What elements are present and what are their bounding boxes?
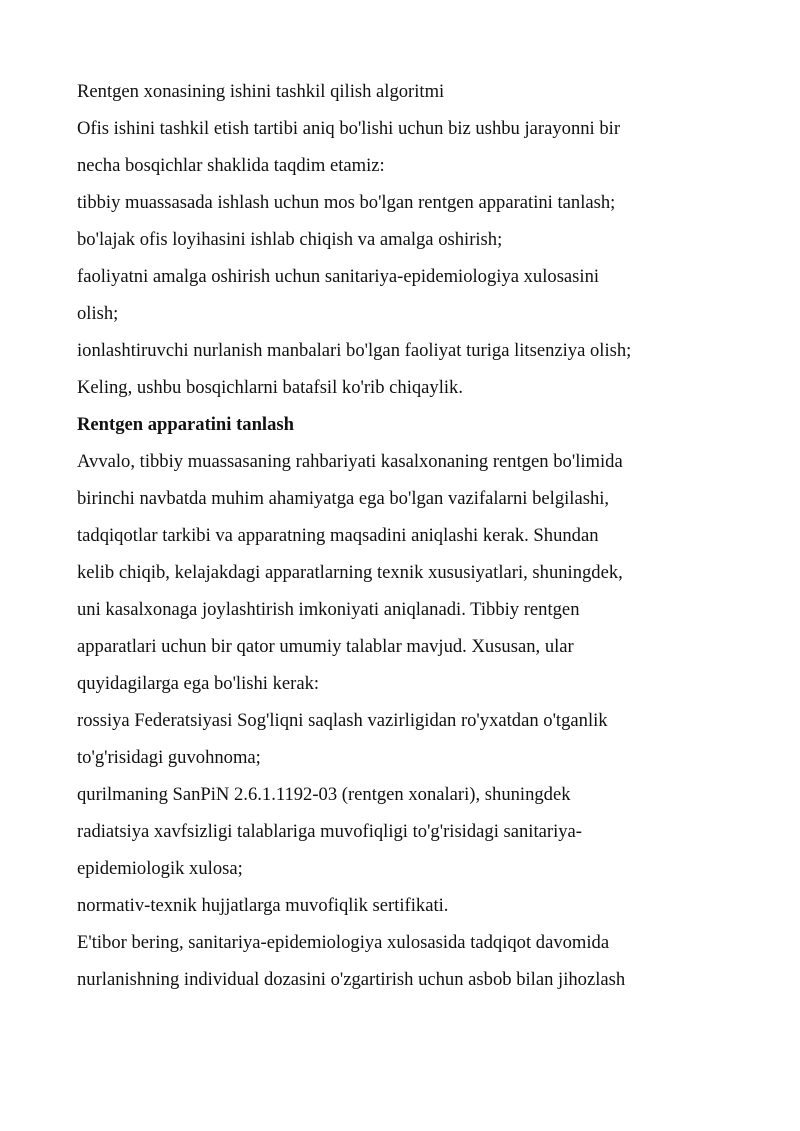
paragraph-line: apparatlari uchun bir qator umumiy talablar mavjud. Xususan, ular: [77, 636, 574, 657]
list-item: rossiya Federatsiyasi Sog'liqni saqlash vazirligidan ro'yxatdan o'tganlik: [77, 710, 608, 731]
paragraph-line: Ofis ishini tashkil etish tartibi aniq bo'lishi uchun biz ushbu jarayonni bir: [77, 118, 621, 139]
paragraph-line: quyidagilarga ega bo'lishi kerak:: [77, 673, 320, 694]
paragraph-line: Keling, ushbu bosqichlarni batafsil ko'rib chiqaylik.: [77, 377, 464, 398]
paragraph-line: necha bosqichlar shaklida taqdim etamiz:: [77, 155, 385, 176]
list-item: faoliyatni amalga oshirish uchun sanitariya-epidemiologiya xulosasini: [77, 266, 600, 287]
paragraph-line: kelib chiqib, kelajakdagi apparatlarning texnik xususiyatlari, shuningdek,: [77, 562, 623, 583]
document-title: Rentgen xonasining ishini tashkil qilish algoritmi: [77, 81, 445, 102]
document-page: [77, 73, 737, 998]
list-item: olish;: [77, 303, 119, 324]
list-item: tibbiy muassasada ishlash uchun mos bo'lgan rentgen apparatini tanlash;: [77, 192, 616, 213]
list-item: radiatsiya xavfsizligi talablariga muvofiqligi to'g'risidagi sanitariya-: [77, 821, 582, 842]
list-item: qurilmaning SanPiN 2.6.1.1192-03 (rentgen xonalari), shuningdek: [77, 784, 571, 805]
list-item: to'g'risidagi guvohnoma;: [77, 747, 261, 768]
paragraph-line: Avvalo, tibbiy muassasaning rahbariyati kasalxonaning rentgen bo'limida: [77, 451, 623, 472]
section-heading: Rentgen apparatini tanlash: [77, 414, 294, 435]
list-item: bo'lajak ofis loyihasini ishlab chiqish va amalga oshirish;: [77, 229, 503, 250]
paragraph-line: birinchi navbatda muhim ahamiyatga ega bo'lgan vazifalarni belgilashi,: [77, 488, 610, 509]
list-item: ionlashtiruvchi nurlanish manbalari bo'lgan faoliyat turiga litsenziya olish;: [77, 340, 632, 361]
paragraph-line: E'tibor bering, sanitariya-epidemiologiya xulosasida tadqiqot davomida: [77, 932, 610, 953]
paragraph-line: tadqiqotlar tarkibi va apparatning maqsadini aniqlashi kerak. Shundan: [77, 525, 599, 546]
paragraph-line: uni kasalxonaga joylashtirish imkoniyati aniqlanadi. Tibbiy rentgen: [77, 599, 580, 620]
list-item: normativ-texnik hujjatlarga muvofiqlik sertifikati.: [77, 895, 449, 916]
paragraph-line: nurlanishning individual dozasini o'zgartirish uchun asbob bilan jihozlash: [77, 969, 626, 990]
list-item: epidemiologik xulosa;: [77, 858, 243, 879]
